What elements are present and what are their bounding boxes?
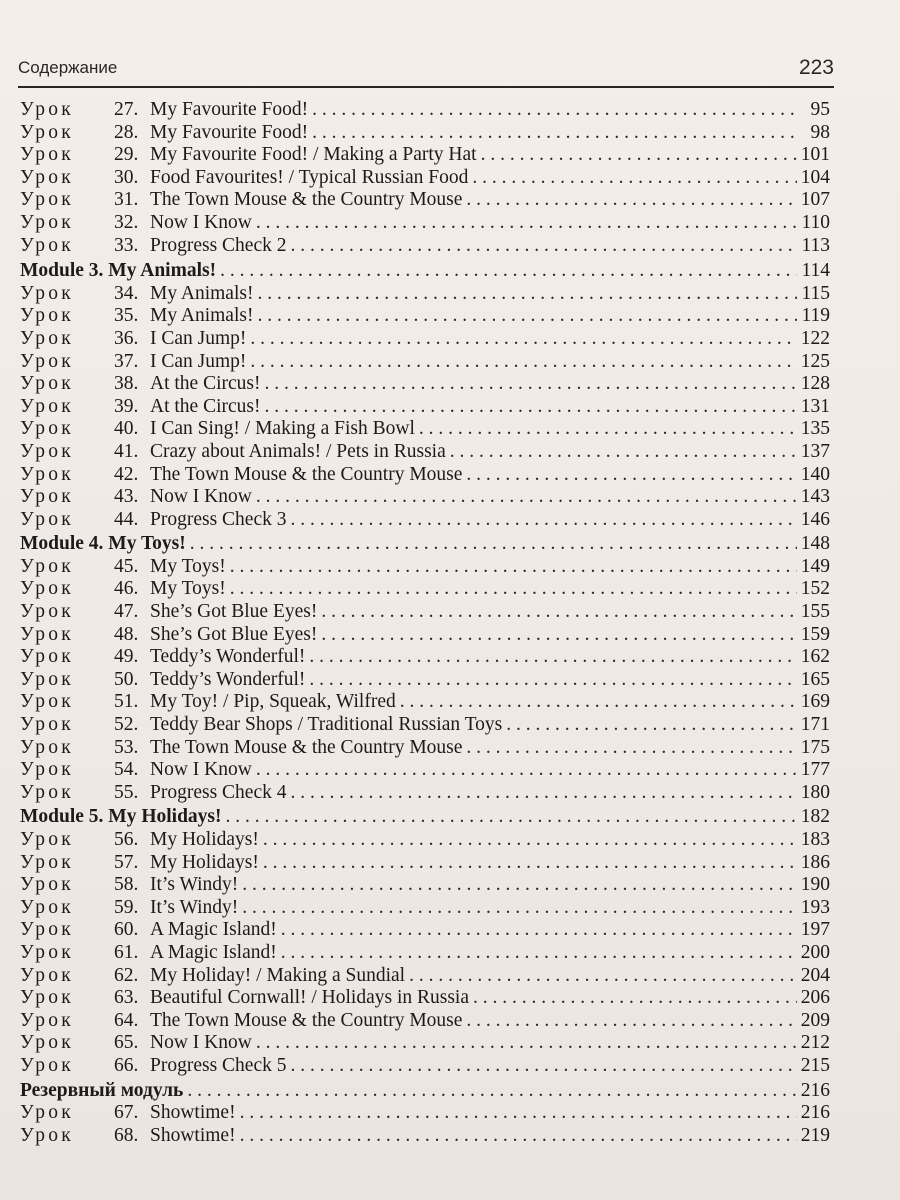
lesson-number: 48.: [114, 623, 139, 645]
lesson-number: 28.: [114, 121, 139, 143]
lesson-number: 33.: [114, 234, 139, 256]
lesson-title: My Toy! / Pip, Squeak, Wilfred: [150, 691, 396, 713]
toc-page-number: 137: [800, 440, 830, 462]
toc-page-number: 180: [800, 781, 830, 803]
lesson-title: I Can Jump!: [150, 350, 247, 372]
lesson-title: My Toys!: [150, 578, 226, 600]
dot-leader: [312, 99, 798, 122]
lesson-title: She’s Got Blue Eyes!: [150, 601, 318, 623]
toc-page-number: 148: [800, 533, 830, 555]
lesson-number: 49.: [114, 646, 139, 668]
lesson-title: My Holidays!: [150, 851, 259, 873]
toc-page-number: 200: [800, 941, 830, 963]
lesson-number: 66.: [114, 1054, 139, 1076]
toc-page-number: 169: [800, 691, 830, 713]
lesson-number: 46.: [114, 578, 139, 600]
toc-module-row: [20, 1080, 830, 1103]
lesson-label: Урок: [20, 99, 74, 120]
lesson-title: My Animals!: [150, 305, 254, 327]
toc-lesson-row: [20, 759, 830, 782]
lesson-label: Урок: [20, 418, 74, 440]
toc-lesson-row: [20, 714, 830, 737]
toc-page-number: 146: [800, 508, 830, 530]
toc-lesson-row: [20, 283, 830, 306]
dot-leader: [230, 578, 797, 601]
dot-leader: [240, 1125, 797, 1148]
lesson-number: 39.: [114, 395, 139, 417]
lesson-number: 60.: [114, 919, 139, 941]
dot-leader: [256, 1032, 797, 1055]
toc-module-row: [20, 806, 830, 829]
lesson-label: Урок: [20, 144, 74, 166]
lesson-label: Урок: [20, 941, 74, 963]
dot-leader: [450, 441, 797, 464]
dot-leader: [309, 669, 796, 692]
toc-lesson-row: [20, 601, 830, 624]
lesson-label: Урок: [20, 305, 74, 327]
toc-lesson-row: [20, 189, 830, 212]
lesson-title: The Town Mouse & the Country Mouse: [150, 189, 463, 211]
lesson-number: 35.: [114, 305, 139, 327]
lesson-label: Урок: [20, 1032, 74, 1054]
lesson-label: Урок: [20, 555, 74, 577]
lesson-label: Урок: [20, 623, 74, 645]
module-title: Module 3. My Animals!: [20, 260, 217, 282]
lesson-number: 41.: [114, 440, 139, 462]
dot-leader: [290, 235, 797, 258]
toc-page-number: 171: [800, 714, 830, 736]
dot-leader: [309, 646, 796, 669]
toc-page-number: 206: [800, 987, 830, 1009]
lesson-label: Урок: [20, 759, 74, 781]
toc-lesson-row: [20, 486, 830, 509]
toc-page-number: 101: [800, 144, 830, 166]
toc-page-number: 143: [800, 486, 830, 508]
lesson-title: My Favourite Food! / Making a Party Hat: [150, 144, 477, 166]
lesson-number: 38.: [114, 373, 139, 395]
page-number: 223: [798, 56, 834, 79]
toc-page-number: 186: [800, 851, 830, 873]
lesson-label: Урок: [20, 691, 74, 713]
lesson-number: 53.: [114, 736, 139, 758]
dot-leader: [257, 283, 797, 306]
lesson-title: Progress Check 2: [150, 234, 287, 256]
toc-lesson-row: [20, 556, 830, 579]
lesson-label: Урок: [20, 578, 74, 600]
lesson-number: 36.: [114, 327, 139, 349]
toc-page-number: 159: [800, 623, 830, 645]
dot-leader: [419, 418, 797, 441]
dot-leader: [256, 212, 798, 235]
lesson-label: Урок: [20, 646, 74, 668]
toc-page-number: 115: [801, 282, 830, 304]
toc-page-number: 212: [800, 1032, 830, 1054]
toc-lesson-row: [20, 919, 830, 942]
lesson-title: I Can Jump!: [150, 327, 247, 349]
lesson-label: Урок: [20, 440, 74, 462]
lesson-title: A Magic Island!: [150, 919, 277, 941]
lesson-label: Урок: [20, 1102, 74, 1124]
toc-lesson-row: [20, 965, 830, 988]
toc-page-number: 183: [800, 829, 830, 850]
lesson-title: Teddy Bear Shops / Traditional Russian Toys: [150, 714, 503, 736]
dot-leader: [472, 167, 796, 190]
toc-lesson-row: [20, 351, 830, 374]
lesson-title: It’s Windy!: [150, 896, 239, 918]
lesson-label: Урок: [20, 987, 74, 1009]
lesson-number: 55.: [114, 781, 139, 803]
lesson-label: Урок: [20, 851, 74, 873]
lesson-number: 40.: [114, 418, 139, 440]
dot-leader: [409, 965, 797, 988]
lesson-title: It’s Windy!: [150, 874, 239, 896]
toc-page-number: 193: [800, 896, 830, 918]
toc-page-number: 113: [801, 234, 830, 256]
toc-lesson-row: [20, 373, 830, 396]
toc-lesson-row: [20, 99, 830, 122]
lesson-number: 50.: [114, 668, 139, 690]
dot-leader: [321, 601, 796, 624]
module-title: Резервный модуль: [20, 1079, 184, 1101]
dot-leader: [481, 144, 797, 167]
toc-lesson-row: [20, 1102, 830, 1125]
toc-lesson-row: [20, 122, 830, 145]
lesson-title: My Holidays!: [150, 829, 259, 850]
lesson-title: Beautiful Cornwall! / Holidays in Russia: [150, 987, 470, 1009]
lesson-label: Урок: [20, 781, 74, 803]
lesson-number: 32.: [114, 211, 139, 233]
lesson-title: She’s Got Blue Eyes!: [150, 623, 318, 645]
lesson-label: Урок: [20, 327, 74, 349]
toc-page-number: 219: [800, 1124, 830, 1146]
lesson-label: Урок: [20, 234, 74, 256]
lesson-number: 65.: [114, 1032, 139, 1054]
dot-leader: [290, 782, 796, 805]
table-of-contents: [20, 99, 830, 1147]
dot-leader: [466, 189, 796, 212]
toc-page-number: 122: [800, 327, 830, 349]
lesson-number: 68.: [114, 1124, 139, 1146]
toc-lesson-row: [20, 987, 830, 1010]
dot-leader: [466, 737, 796, 760]
dot-leader: [281, 919, 797, 942]
dot-leader: [240, 1102, 797, 1125]
dot-leader: [400, 691, 797, 714]
lesson-number: 37.: [114, 350, 139, 372]
dot-leader: [312, 122, 798, 145]
lesson-label: Урок: [20, 919, 74, 941]
toc-page-number: 152: [800, 578, 830, 600]
lesson-number: 61.: [114, 941, 139, 963]
lesson-title: I Can Sing! / Making a Fish Bowl: [150, 418, 415, 440]
dot-leader: [230, 556, 797, 579]
lesson-number: 62.: [114, 964, 139, 986]
dot-leader: [256, 486, 797, 509]
lesson-title: Now I Know: [150, 486, 252, 508]
toc-lesson-row: [20, 942, 830, 965]
toc-lesson-row: [20, 328, 830, 351]
lesson-title: Progress Check 3: [150, 508, 287, 530]
toc-page-number: 215: [800, 1054, 830, 1076]
lesson-number: 42.: [114, 463, 139, 485]
toc-page-number: 135: [800, 418, 830, 440]
dot-leader: [321, 624, 796, 647]
toc-lesson-row: [20, 1055, 830, 1078]
dot-leader: [187, 1080, 796, 1103]
dot-leader: [226, 806, 797, 829]
lesson-title: The Town Mouse & the Country Mouse: [150, 1009, 463, 1031]
toc-lesson-row: [20, 691, 830, 714]
lesson-title: At the Circus!: [150, 395, 261, 417]
toc-page-number: 125: [800, 350, 830, 372]
toc-page-number: 104: [800, 166, 830, 188]
module-title: Module 5. My Holidays!: [20, 806, 222, 828]
lesson-label: Урок: [20, 601, 74, 623]
dot-leader: [190, 533, 797, 556]
dot-leader: [263, 829, 797, 852]
toc-page-number: 119: [801, 305, 830, 327]
toc-lesson-row: [20, 396, 830, 419]
lesson-label: Урок: [20, 736, 74, 758]
lesson-title: My Toys!: [150, 555, 226, 577]
lesson-title: Showtime!: [150, 1124, 236, 1146]
dot-leader: [242, 874, 797, 897]
toc-lesson-row: [20, 829, 830, 852]
toc-lesson-row: [20, 1032, 830, 1055]
lesson-title: My Holiday! / Making a Sundial: [150, 964, 406, 986]
lesson-title: The Town Mouse & the Country Mouse: [150, 463, 463, 485]
lesson-number: 67.: [114, 1102, 139, 1124]
lesson-label: Урок: [20, 1054, 74, 1076]
lesson-title: Teddy’s Wonderful!: [150, 668, 306, 690]
lesson-label: Урок: [20, 508, 74, 530]
lesson-label: Урок: [20, 463, 74, 485]
lesson-number: 29.: [114, 144, 139, 166]
toc-lesson-row: [20, 646, 830, 669]
toc-lesson-row: [20, 1010, 830, 1033]
dot-leader: [242, 897, 797, 920]
lesson-label: Урок: [20, 373, 74, 395]
toc-lesson-row: [20, 737, 830, 760]
lesson-number: 45.: [114, 555, 139, 577]
toc-page-number: 95: [810, 99, 830, 120]
lesson-label: Урок: [20, 395, 74, 417]
toc-lesson-row: [20, 509, 830, 532]
dot-leader: [466, 1010, 796, 1033]
lesson-title: My Favourite Food!: [150, 121, 309, 143]
toc-page-number: 190: [800, 874, 830, 896]
lesson-label: Урок: [20, 121, 74, 143]
lesson-title: Now I Know: [150, 759, 252, 781]
toc-lesson-row: [20, 669, 830, 692]
lesson-label: Урок: [20, 668, 74, 690]
toc-page-number: 131: [800, 395, 830, 417]
toc-page-number: 209: [800, 1009, 830, 1031]
dot-leader: [220, 260, 797, 283]
lesson-number: 47.: [114, 601, 139, 623]
toc-lesson-row: [20, 441, 830, 464]
dot-leader: [264, 396, 796, 419]
section-title: Содержание: [18, 58, 118, 77]
lesson-title: My Favourite Food!: [150, 99, 309, 120]
dot-leader: [263, 852, 797, 875]
lesson-label: Урок: [20, 874, 74, 896]
module-title: Module 4. My Toys!: [20, 533, 186, 555]
toc-lesson-row: [20, 852, 830, 875]
toc-lesson-row: [20, 167, 830, 190]
dot-leader: [256, 759, 797, 782]
toc-lesson-row: [20, 1125, 830, 1148]
toc-module-row: [20, 533, 830, 556]
lesson-label: Урок: [20, 282, 74, 304]
toc-lesson-row: [20, 212, 830, 235]
lesson-label: Урок: [20, 714, 74, 736]
dot-leader: [290, 1055, 796, 1078]
lesson-number: 56.: [114, 829, 139, 850]
lesson-number: 54.: [114, 759, 139, 781]
lesson-label: Урок: [20, 964, 74, 986]
toc-page-number: 149: [800, 555, 830, 577]
dot-leader: [250, 328, 796, 351]
lesson-title: Showtime!: [150, 1102, 236, 1124]
running-head: [18, 56, 834, 88]
toc-lesson-row: [20, 464, 830, 487]
lesson-label: Урок: [20, 350, 74, 372]
lesson-title: Teddy’s Wonderful!: [150, 646, 306, 668]
dot-leader: [281, 942, 797, 965]
lesson-label: Урок: [20, 166, 74, 188]
lesson-label: Урок: [20, 829, 74, 850]
toc-page-number: 175: [800, 736, 830, 758]
lesson-number: 64.: [114, 1009, 139, 1031]
lesson-title: Now I Know: [150, 1032, 252, 1054]
lesson-title: My Animals!: [150, 282, 254, 304]
toc-lesson-row: [20, 578, 830, 601]
lesson-number: 52.: [114, 714, 139, 736]
toc-lesson-row: [20, 144, 830, 167]
toc-page-number: 204: [800, 964, 830, 986]
lesson-label: Урок: [20, 486, 74, 508]
dot-leader: [466, 464, 796, 487]
toc-page-number: 107: [800, 189, 830, 211]
toc-lesson-row: [20, 624, 830, 647]
lesson-number: 31.: [114, 189, 139, 211]
toc-page-number: 162: [800, 646, 830, 668]
toc-page-number: 182: [800, 806, 830, 828]
toc-page-number: 216: [800, 1079, 830, 1101]
toc-page-number: 114: [801, 260, 830, 282]
lesson-label: Урок: [20, 189, 74, 211]
toc-page-number: 165: [800, 668, 830, 690]
lesson-label: Урок: [20, 211, 74, 233]
dot-leader: [250, 351, 796, 374]
lesson-title: Now I Know: [150, 211, 252, 233]
toc-page-number: 216: [800, 1102, 830, 1124]
lesson-label: Урок: [20, 896, 74, 918]
toc-page-number: 140: [800, 463, 830, 485]
lesson-number: 43.: [114, 486, 139, 508]
toc-lesson-row: [20, 235, 830, 258]
toc-page-number: 110: [801, 211, 830, 233]
toc-page-number: 98: [810, 121, 830, 143]
lesson-number: 58.: [114, 874, 139, 896]
lesson-number: 59.: [114, 896, 139, 918]
lesson-label: Урок: [20, 1124, 74, 1146]
lesson-number: 27.: [114, 99, 139, 120]
toc-lesson-row: [20, 418, 830, 441]
lesson-number: 44.: [114, 508, 139, 530]
toc-page-number: 128: [800, 373, 830, 395]
lesson-number: 63.: [114, 987, 139, 1009]
lesson-number: 34.: [114, 282, 139, 304]
lesson-title: A Magic Island!: [150, 941, 277, 963]
lesson-number: 51.: [114, 691, 139, 713]
toc-lesson-row: [20, 874, 830, 897]
dot-leader: [264, 373, 796, 396]
toc-lesson-row: [20, 897, 830, 920]
dot-leader: [290, 509, 796, 532]
lesson-label: Урок: [20, 1009, 74, 1031]
toc-page-number: 177: [800, 759, 830, 781]
toc-lesson-row: [20, 305, 830, 328]
dot-leader: [257, 305, 797, 328]
toc-page-number: 197: [800, 919, 830, 941]
lesson-title: Progress Check 4: [150, 781, 287, 803]
lesson-title: Crazy about Animals! / Pets in Russia: [150, 440, 446, 462]
lesson-title: At the Circus!: [150, 373, 261, 395]
lesson-number: 57.: [114, 851, 139, 873]
toc-module-row: [20, 260, 830, 283]
lesson-title: Progress Check 5: [150, 1054, 287, 1076]
lesson-title: The Town Mouse & the Country Mouse: [150, 736, 463, 758]
toc-lesson-row: [20, 782, 830, 805]
lesson-number: 30.: [114, 166, 139, 188]
dot-leader: [506, 714, 796, 737]
lesson-title: Food Favourites! / Typical Russian Food: [150, 166, 469, 188]
dot-leader: [473, 987, 797, 1010]
toc-page-number: 155: [800, 601, 830, 623]
